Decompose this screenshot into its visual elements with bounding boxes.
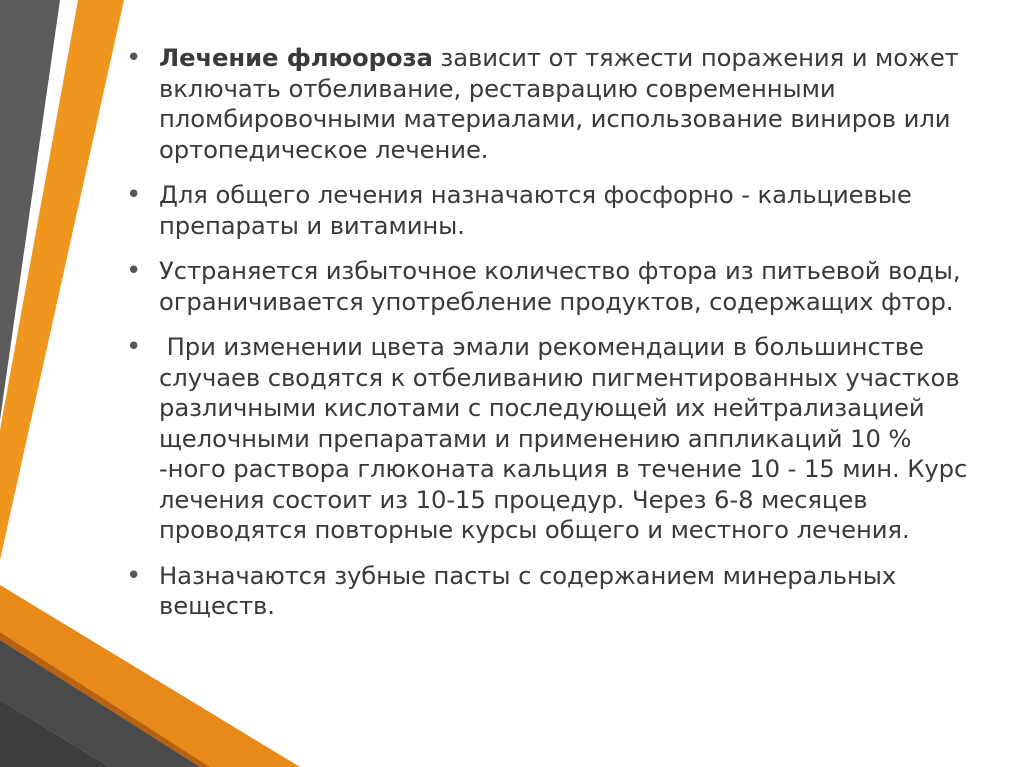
bullet-text: При изменении цвета эмали рекомендации в большинстве случаев сводятся к отбеливанию пигментированных участков различными кислотами с последующей их нейтрализацией щелочными препаратами и применению аппликаций 10 % -ного раствора глюконата кальция в течение 10 - 15 мин. Курс лечения состоит из 10-15 процедур. Через 6-8 месяцев проводятся повторные курсы общего и местного лечения. [159, 332, 975, 544]
bullet-dot-icon: • [126, 180, 142, 210]
bullet-text: Устраняется избыточное количество фтора из питьевой воды, ограничивается употребление продуктов, содержащих фтор. [159, 256, 961, 316]
bullet-item [124, 561, 984, 622]
bullet-item [124, 256, 984, 317]
bullet-dot-icon: • [126, 560, 142, 591]
bullet-list [124, 43, 984, 622]
bullet-item [124, 43, 984, 165]
bullet-dot-icon: • [126, 256, 142, 286]
bullet-dot-icon: • [126, 43, 142, 73]
bullet-text: Назначаются зубные пасты с содержанием минеральных веществ. [159, 560, 897, 620]
bullet-text: Для общего лечения назначаются фосфорно - кальциевые препараты и витамины. [159, 180, 912, 240]
bullet-text: зависит от тяжести поражения и может включать отбеливание, реставрацию современными пломбировочными материалами, использование виниров или ортопедическое лечение. [159, 43, 959, 164]
bullet-emphasis: Лечение флюороза [159, 43, 433, 72]
bullet-item [124, 180, 984, 241]
bullet-item [124, 332, 984, 546]
slide-content [124, 43, 984, 637]
bullet-dot-icon: • [126, 332, 142, 362]
